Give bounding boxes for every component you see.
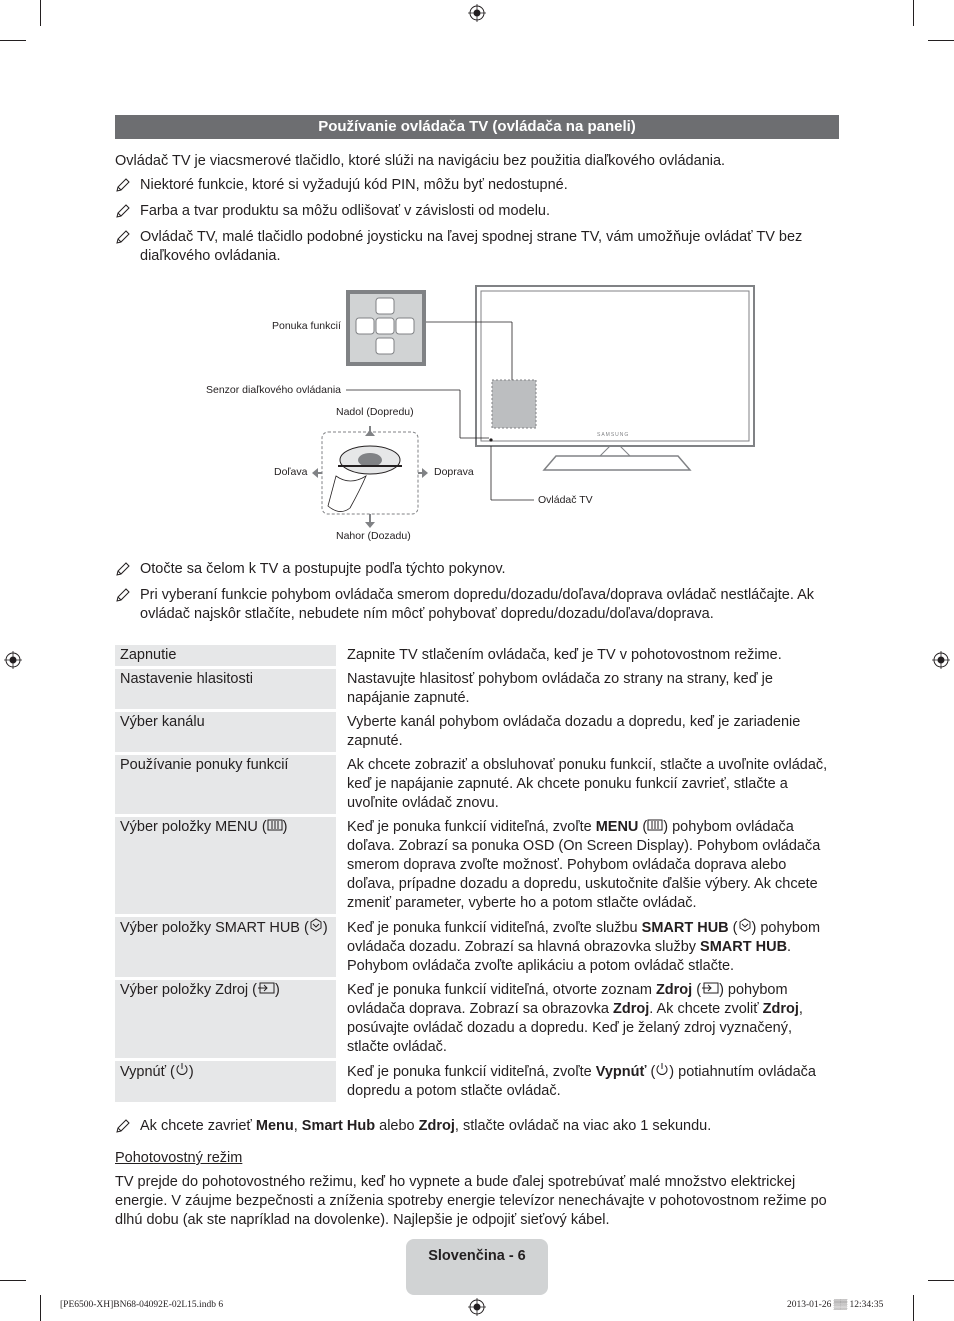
tv-brand-logo: SAMSUNG <box>597 432 630 438</box>
power-icon <box>175 1062 189 1076</box>
up-direction-label: Nahor (Dozadu) <box>336 530 411 542</box>
intro-paragraph: Ovládač TV je viacsmerové tlačidlo, ktoré slúži na navigáciu bez použitia diaľkového ovládania. <box>115 153 726 169</box>
table-value: Nastavujte hlasitosť pohybom ovládača zo strany na strany, keď je napájanie zapnuté. <box>347 671 773 706</box>
note-text: Niektoré funkcie, ktoré si vyžadujú kód PIN, môžu byť nedostupné. <box>140 177 568 193</box>
standby-heading: Pohotovostný režim <box>115 1150 243 1166</box>
table-key: Vypnúť ( ) <box>115 1061 336 1102</box>
smart-hub-icon <box>738 918 752 932</box>
note-item <box>115 176 839 195</box>
left-direction-label: Doľava <box>274 466 308 478</box>
table-key: Zapnutie <box>115 645 336 666</box>
table-value: Vyberte kanál pohybom ovládača dozadu a dopredu, keď je zariadenie zapnuté. <box>347 714 801 749</box>
crop-mark <box>40 1295 41 1321</box>
table-row <box>115 917 839 977</box>
table-key: Používanie ponuky funkcií <box>115 755 336 814</box>
note-text: Ak chcete zavrieť Menu, Smart Hub alebo Zdroj, stlačte ovládač na viac ako 1 sekundu. <box>140 1118 712 1134</box>
crop-mark <box>928 40 954 41</box>
remote-sensor-label: Senzor diaľkového ovládania <box>206 384 341 396</box>
source-icon <box>701 982 719 994</box>
tv-controller-diagram <box>200 280 770 550</box>
table-key: Nastavenie hlasitosti <box>115 669 336 709</box>
table-key: Výber položky Zdroj ( ) <box>115 980 336 1058</box>
table-row <box>115 755 839 814</box>
smart-hub-icon <box>309 918 323 932</box>
crop-mark <box>0 1280 26 1281</box>
table-row <box>115 817 839 914</box>
tv-controller-label: Ovládač TV <box>538 494 593 506</box>
print-file-info: [PE6500-XH]BN68-04092E-02L15.indb 6 <box>60 1300 224 1310</box>
note-text: Ovládač TV, malé tlačidlo podobné joysticku na ľavej spodnej strane TV, vám umožňuje ovládať TV bez diaľkového ovládania. <box>140 229 803 264</box>
section-title: Používanie ovládača TV (ovládača na paneli) <box>115 115 839 139</box>
down-direction-label: Nadol (Dopredu) <box>336 406 414 418</box>
registration-mark-icon <box>932 651 950 669</box>
table-value: Keď je ponuka funkcií viditeľná, zvoľte Vypnúť ( ) potiahnutím ovládača dopredu a potom stlačte ovládač. <box>347 1064 816 1099</box>
crop-mark <box>913 0 914 26</box>
crop-mark <box>0 40 26 41</box>
power-icon <box>655 1062 669 1076</box>
pencil-note-icon <box>115 203 131 219</box>
table-row <box>115 980 839 1058</box>
crop-mark <box>913 1295 914 1321</box>
registration-mark-icon <box>4 651 22 669</box>
note-item <box>115 1117 839 1136</box>
source-icon <box>257 982 275 994</box>
controller-functions-table <box>115 642 839 1105</box>
menu-icon <box>267 819 283 831</box>
note-text: Pri vyberaní funkcie pohybom ovládača smerom dopredu/dozadu/doľava/doprava ovládač nestláčajte. Ak ovládač najskôr stlačíte, nebudete ním môcť pohybovať dopredu/dozadu/doľava/doprava. <box>140 587 815 622</box>
table-value: Keď je ponuka funkcií viditeľná, otvorte zoznam Zdroj ( ) pohybom ovládača doprava. Zobrazí sa obrazovka Zdroj. Ak chcete zvoliť Zdroj, posúvajte ovládač dozadu a dopredu. Keď je želaný zdroj vyznačený, stlačte ovládač. <box>347 982 803 1055</box>
pencil-note-icon <box>115 587 131 603</box>
table-value: Keď je ponuka funkcií viditeľná, zvoľte MENU ( ) pohybom ovládača doľava. Zobrazí sa ponuka OSD (On Screen Display). Pohybom ovládača smerom doprava zvoľte možnosť. Pohybom ovládača doprava alebo doľava, prípadne dozadu a dopredu, uskutočnite ďalšie výbery. Ak chcete zmeniť parameter, vyberte ho a potom stlačte ovládač. <box>347 819 821 911</box>
table-row <box>115 1061 839 1102</box>
right-direction-label: Doprava <box>434 466 474 478</box>
table-value: Ak chcete zobraziť a obsluhovať ponuku funkcií, stlačte a uvoľnite ovládač, keď je napájanie zapnuté. Ak chcete ponuku funkcií zavrieť, stlačte a uvoľnite ovládač znovu. <box>347 757 828 811</box>
note-item <box>115 560 839 579</box>
table-value: Zapnite TV stlačením ovládača, keď je TV v pohotovostnom režime. <box>347 647 782 663</box>
page-footer-label: Slovenčina - 6 <box>406 1239 548 1295</box>
function-menu-label: Ponuka funkcií <box>272 320 341 332</box>
table-value: Keď je ponuka funkcií viditeľná, zvoľte službu SMART HUB ( ) pohybom ovládača dozadu. Zobrazí sa hlavná obrazovka služby SMART HUB. Pohybom ovládača zvoľte aplikáciu a potom ovládač stlačte. <box>347 920 821 974</box>
note-text: Farba a tvar produktu sa môžu odlišovať v závislosti od modelu. <box>140 203 551 219</box>
table-row <box>115 712 839 752</box>
table-key: Výber kanálu <box>115 712 336 752</box>
print-date-info: 2013-01-26 ▒▒ 12:34:35 <box>787 1300 884 1310</box>
table-key: Výber položky MENU ( ) <box>115 817 336 914</box>
pencil-note-icon <box>115 561 131 577</box>
table-row <box>115 645 839 666</box>
pencil-note-icon <box>115 229 131 245</box>
registration-mark-icon <box>468 4 486 22</box>
table-row <box>115 669 839 709</box>
pencil-note-icon <box>115 177 131 193</box>
crop-mark <box>928 1280 954 1281</box>
note-item <box>115 228 839 266</box>
table-key: Výber položky SMART HUB ( ) <box>115 917 336 977</box>
standby-paragraph: TV prejde do pohotovostného režimu, keď ho vypnete a bude ďalej spotrebúvať malé množstvo elektrickej energie. V záujme bezpečnosti a zníženia spotreby energie televízor nenechávajte v pohotovostnom režime po dlhú dobu (ak ste napríklad na dovolenke). Najlepšie je odpojiť sieťový kábel. <box>115 1174 827 1228</box>
pencil-note-icon <box>115 1118 131 1134</box>
note-item <box>115 586 839 624</box>
note-item <box>115 202 839 221</box>
registration-mark-icon <box>468 1298 486 1316</box>
crop-mark <box>40 0 41 26</box>
note-text: Otočte sa čelom k TV a postupujte podľa týchto pokynov. <box>140 561 506 577</box>
menu-icon <box>647 819 663 831</box>
